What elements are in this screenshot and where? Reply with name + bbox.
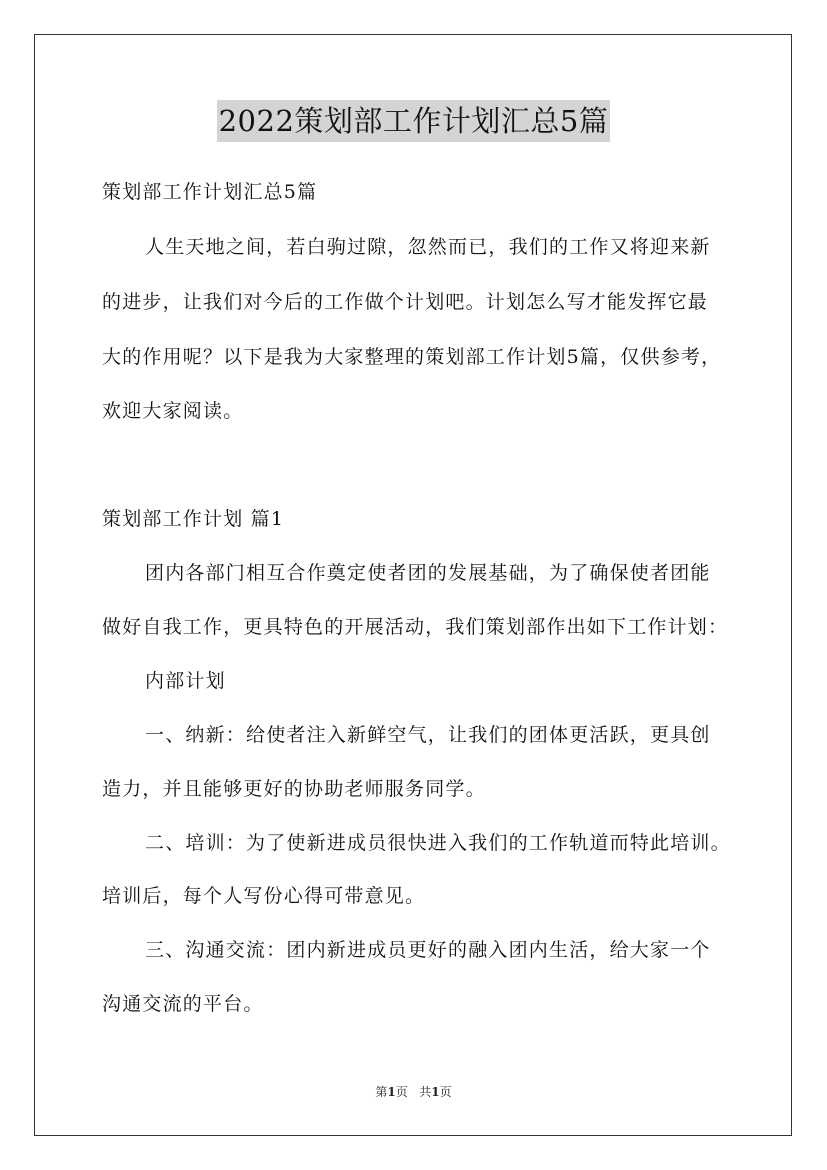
intro-line-1: 人生天地之间，若白驹过隙，忽然而已，我们的工作又将迎来新: [145, 236, 711, 258]
page-number: 1: [387, 1085, 396, 1099]
intro-line-2: 的进步，让我们对今后的工作做个计划吧。计划怎么写才能发挥它最: [102, 291, 709, 313]
intro-line-3: 大的作用呢？以下是我为大家整理的策划部工作计划5篇，仅供参考，: [102, 346, 722, 368]
total-label-prefix: 共: [419, 1085, 432, 1099]
document-subtitle: 策划部工作计划汇总5篇: [102, 181, 318, 203]
body-line-4: 一、纳新：给使者注入新鲜空气，让我们的团体更活跃，更具创: [145, 724, 711, 746]
total-pages: 1: [431, 1085, 440, 1099]
body-line-5: 造力，并且能够更好的协助老师服务同学。: [102, 778, 486, 800]
page-label-suffix: 页: [395, 1085, 408, 1099]
body-line-9: 沟通交流的平台。: [102, 993, 264, 1015]
body-line-1: 团内各部门相互合作奠定使者团的发展基础，为了确保使者团能: [145, 562, 711, 584]
body-line-2: 做好自我工作，更具特色的开展活动，我们策划部作出如下工作计划：: [102, 616, 729, 638]
page-footer: [0, 1083, 827, 1101]
intro-line-4: 欢迎大家阅读。: [102, 400, 244, 422]
page-label-prefix: 第: [375, 1085, 388, 1099]
body-line-8: 三、沟通交流：团内新进成员更好的融入团内生活，给大家一个: [145, 939, 711, 961]
document-title-text: 2022策划部工作计划汇总5篇: [217, 100, 611, 142]
body-line-3: 内部计划: [145, 670, 226, 692]
document-title: [0, 100, 827, 142]
body-line-6: 二、培训：为了使新进成员很快进入我们的工作轨道而特此培训。: [145, 832, 731, 854]
total-label-suffix: 页: [439, 1085, 452, 1099]
body-line-7: 培训后，每个人写份心得可带意见。: [102, 885, 426, 907]
section-heading: 策划部工作计划 篇1: [102, 508, 285, 530]
